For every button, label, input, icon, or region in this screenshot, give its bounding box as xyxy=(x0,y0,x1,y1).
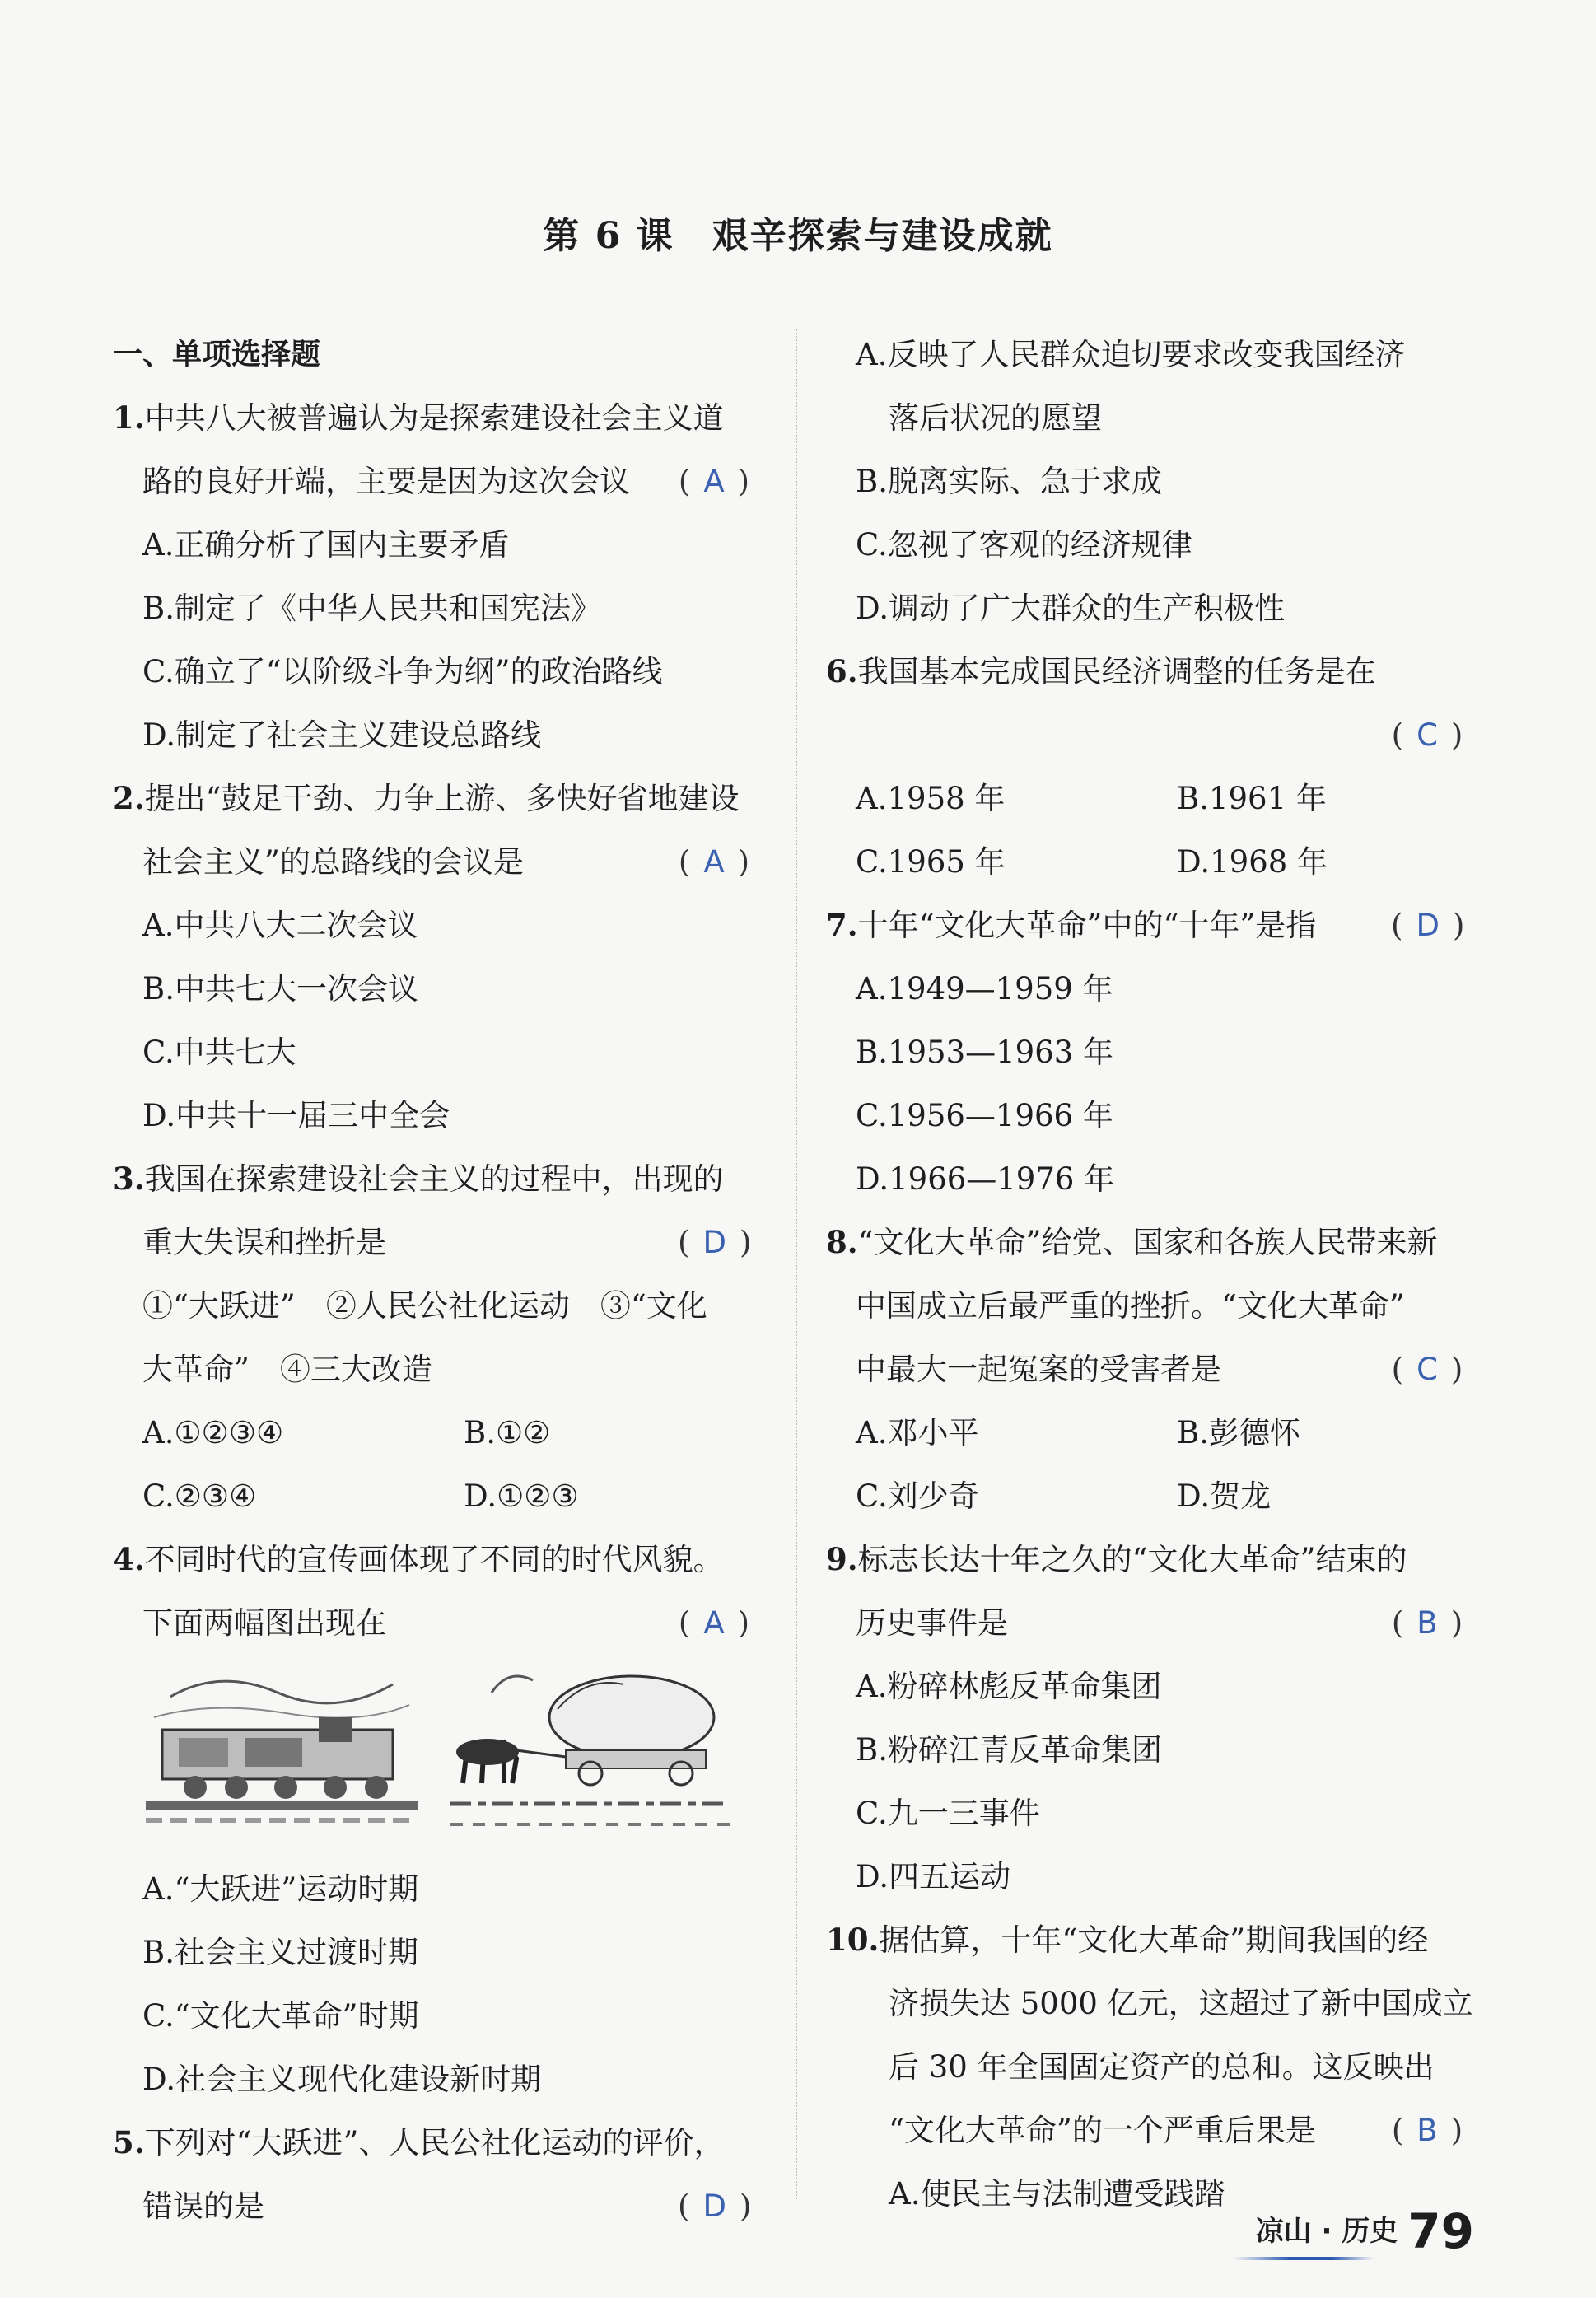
option-c: C.“文化大革命”时期 xyxy=(142,1998,419,2034)
paren-open: ( xyxy=(1391,1352,1404,1387)
question-text: 下列对“大跃进”、人民公社化运动的评价， xyxy=(144,2125,725,2160)
option-row xyxy=(826,767,1477,830)
answer-blank xyxy=(1378,2099,1477,2162)
option-c: C.1965 年 xyxy=(856,844,1006,880)
question-2-line-1 xyxy=(113,767,763,830)
question-number: 1. xyxy=(113,399,145,436)
option-b: B.社会主义过渡时期 xyxy=(142,1935,418,1970)
option-d: D.中共十一届三中全会 xyxy=(142,1098,450,1133)
answer-blank xyxy=(1378,703,1477,767)
answer-letter: B xyxy=(1416,1605,1438,1641)
question-text: 中共八大被普遍认为是探索建设社会主义道 xyxy=(144,400,724,436)
question-text: 我国基本完成国民经济调整的任务是在 xyxy=(857,654,1376,689)
paren-open: ( xyxy=(678,1605,691,1641)
option-a: A.邓小平 xyxy=(856,1415,979,1450)
option-row xyxy=(826,830,1477,894)
option-d: D.四五运动 xyxy=(856,1859,1011,1894)
paren-close: ) xyxy=(1450,1605,1463,1641)
option-b: B.制定了《中华人民共和国宪法》 xyxy=(142,591,601,626)
option-c: C.九一三事件 xyxy=(856,1796,1040,1831)
question-2-line-2 xyxy=(113,830,763,894)
train-propaganda-image xyxy=(146,1660,418,1833)
question-number: 5. xyxy=(113,2124,145,2160)
footer-brand: 凉山 · 历史 xyxy=(1255,2215,1398,2248)
option-d: D.调动了广大群众的生产积极性 xyxy=(856,591,1286,626)
option-row xyxy=(826,1401,1477,1464)
answer-letter: A xyxy=(703,844,725,880)
option-row xyxy=(113,1464,763,1528)
paren-close: ) xyxy=(737,1605,750,1641)
paren-open: ( xyxy=(1391,1605,1404,1641)
page-number: 79 xyxy=(1407,2203,1474,2259)
question-number: 7. xyxy=(826,907,858,943)
question-text: 下面两幅图出现在 xyxy=(142,1605,386,1641)
option-b: B.脱离实际、急于求成 xyxy=(856,464,1162,499)
option-c: C.刘少奇 xyxy=(856,1478,979,1514)
question-10-line-2: 济损失达 5000 亿元，这超过了新中国成立 xyxy=(889,1986,1473,2021)
question-9-line-1 xyxy=(826,1528,1477,1591)
footer-rule xyxy=(1234,2257,1374,2260)
lesson-title: 第 6 课 艰辛探索与建设成就 xyxy=(543,215,1053,257)
option-a: A.使民主与法制遭受践踏 xyxy=(889,2176,1225,2212)
option-b: B.彭德怀 xyxy=(1177,1415,1300,1450)
question-8-line-3 xyxy=(826,1338,1477,1401)
option-a: A.反映了人民群众迫切要求改变我国经济 xyxy=(856,337,1406,372)
question-7-line-1 xyxy=(826,894,1477,957)
option-a: A.1949—1959 年 xyxy=(856,971,1113,1007)
paren-close: ) xyxy=(737,844,750,880)
paren-open: ( xyxy=(678,844,691,880)
paren-open: ( xyxy=(678,1225,690,1260)
question-text: 错误的是 xyxy=(142,2188,264,2224)
question-number: 2. xyxy=(113,780,145,816)
option-d: D.社会主义现代化建设新时期 xyxy=(142,2062,542,2097)
option-c: C.1956—1966 年 xyxy=(856,1098,1113,1133)
column-divider xyxy=(796,329,797,2199)
answer-blank xyxy=(1378,1591,1477,1655)
question-text: 我国在探索建设社会主义的过程中，出现的 xyxy=(144,1161,724,1197)
question-3-items-line-2: 大革命” ④三大改造 xyxy=(142,1352,432,1387)
question-text: 不同时代的宣传画体现了不同的时代风貌。 xyxy=(144,1542,724,1577)
question-text: 历史事件是 xyxy=(856,1605,1008,1641)
answer-letter: D xyxy=(702,1225,726,1260)
question-8-line-2: 中国成立后最严重的挫折。“文化大革命” xyxy=(856,1288,1405,1324)
option-a: A.“大跃进”运动时期 xyxy=(142,1871,419,1907)
option-row xyxy=(113,1401,763,1464)
question-10-line-4 xyxy=(826,2099,1477,2162)
answer-blank xyxy=(665,2174,763,2238)
option-a: A.正确分析了国内主要矛盾 xyxy=(142,527,510,563)
question-number: 6. xyxy=(826,653,858,689)
answer-blank xyxy=(1378,1338,1477,1401)
question-4-line-2 xyxy=(113,1591,763,1655)
question-5-line-1 xyxy=(113,2111,763,2174)
option-a: A.中共八大二次会议 xyxy=(142,908,418,943)
paren-close: ) xyxy=(1450,717,1463,753)
paren-open: ( xyxy=(678,2188,690,2224)
answer-blank xyxy=(665,1591,763,1655)
propaganda-illustrations xyxy=(113,1660,763,1849)
paren-close: ) xyxy=(739,2188,752,2224)
option-b: B.中共七大一次会议 xyxy=(142,971,418,1007)
option-row xyxy=(826,1464,1477,1528)
question-text: 据估算，十年“文化大革命”期间我国的经 xyxy=(879,1922,1429,1958)
question-text: 提出“鼓足干劲、力争上游、多快好省地建设 xyxy=(144,781,740,816)
option-b: B.①② xyxy=(464,1415,551,1450)
option-d: D.制定了社会主义建设总路线 xyxy=(142,717,542,753)
paren-close: ) xyxy=(1450,1352,1463,1387)
answer-letter: C xyxy=(1416,1352,1438,1387)
option-c: C.忽视了客观的经济规律 xyxy=(856,527,1192,563)
answer-blank xyxy=(1378,894,1477,957)
option-c: C.中共七大 xyxy=(142,1035,296,1070)
question-1-line-1 xyxy=(113,386,763,450)
paren-close: ) xyxy=(737,464,750,499)
answer-letter: A xyxy=(703,1605,725,1641)
paren-open: ( xyxy=(678,464,691,499)
question-10-line-3: 后 30 年全国固定资产的总和。这反映出 xyxy=(889,2049,1435,2085)
question-number: 10. xyxy=(826,1922,880,1958)
page-footer xyxy=(1256,2191,1474,2257)
option-a: A.粉碎林彪反革命集团 xyxy=(856,1669,1162,1704)
answer-letter: D xyxy=(1416,908,1440,943)
question-number: 4. xyxy=(113,1541,145,1577)
option-a: A.1958 年 xyxy=(856,781,1006,816)
answer-blank xyxy=(665,1211,763,1274)
question-10-line-1 xyxy=(826,1908,1477,1972)
question-text: “文化大革命”的一个严重后果是 xyxy=(889,2113,1316,2148)
question-text: 重大失误和挫折是 xyxy=(142,1225,386,1260)
question-text: 路的良好开端，主要是因为这次会议 xyxy=(142,464,630,499)
question-text: 十年“文化大革命”中的“十年”是指 xyxy=(857,908,1317,943)
paren-open: ( xyxy=(1391,908,1403,943)
question-3-items-line-1: ①“大跃进” ②人民公社化运动 ③“文化 xyxy=(142,1288,707,1324)
question-5-line-2 xyxy=(113,2174,763,2238)
answer-letter: C xyxy=(1416,717,1438,753)
question-6-line-2 xyxy=(826,703,1477,767)
option-a: A.①②③④ xyxy=(142,1415,284,1450)
paren-open: ( xyxy=(1391,717,1404,753)
question-number: 9. xyxy=(826,1541,858,1577)
answer-blank xyxy=(665,830,763,894)
paren-close: ) xyxy=(1452,908,1465,943)
question-9-line-2 xyxy=(826,1591,1477,1655)
section-heading: 一、单项选择题 xyxy=(113,338,321,371)
question-1-line-2 xyxy=(113,450,763,513)
question-3-line-1 xyxy=(113,1147,763,1211)
option-c: C.②③④ xyxy=(142,1478,257,1514)
answer-blank xyxy=(665,450,763,513)
question-text: 标志长达十年之久的“文化大革命”结束的 xyxy=(857,1542,1407,1577)
paren-close: ) xyxy=(1450,2113,1463,2148)
option-d: D.1966—1976 年 xyxy=(856,1161,1115,1197)
left-column xyxy=(113,323,763,2238)
option-d: D.贺龙 xyxy=(1177,1478,1272,1514)
right-column xyxy=(826,323,1477,2226)
option-b: B.粉碎江青反革命集团 xyxy=(856,1732,1162,1768)
question-number: 8. xyxy=(826,1224,858,1260)
option-d: D.①②③ xyxy=(464,1478,579,1514)
question-3-line-2 xyxy=(113,1211,763,1274)
answer-letter: A xyxy=(703,464,725,499)
ox-cart-propaganda-image xyxy=(442,1660,739,1841)
question-6-line-1 xyxy=(826,640,1477,703)
paren-close: ) xyxy=(739,1225,752,1260)
paren-open: ( xyxy=(1391,2113,1404,2148)
question-4-line-1 xyxy=(113,1528,763,1591)
answer-letter: B xyxy=(1416,2113,1438,2148)
option-c: C.确立了“以阶级斗争为纲”的政治路线 xyxy=(142,654,663,689)
question-text: 社会主义”的总路线的会议是 xyxy=(142,844,524,880)
option-a-continued: 落后状况的愿望 xyxy=(889,400,1102,436)
question-number: 3. xyxy=(113,1161,145,1197)
question-text: 中最大一起冤案的受害者是 xyxy=(856,1352,1221,1387)
question-text: “文化大革命”给党、国家和各族人民带来新 xyxy=(857,1225,1438,1260)
question-8-line-1 xyxy=(826,1211,1477,1274)
option-b: B.1953—1963 年 xyxy=(856,1035,1114,1070)
option-b: B.1961 年 xyxy=(1177,781,1327,816)
answer-letter: D xyxy=(702,2188,726,2224)
option-d: D.1968 年 xyxy=(1177,844,1328,880)
